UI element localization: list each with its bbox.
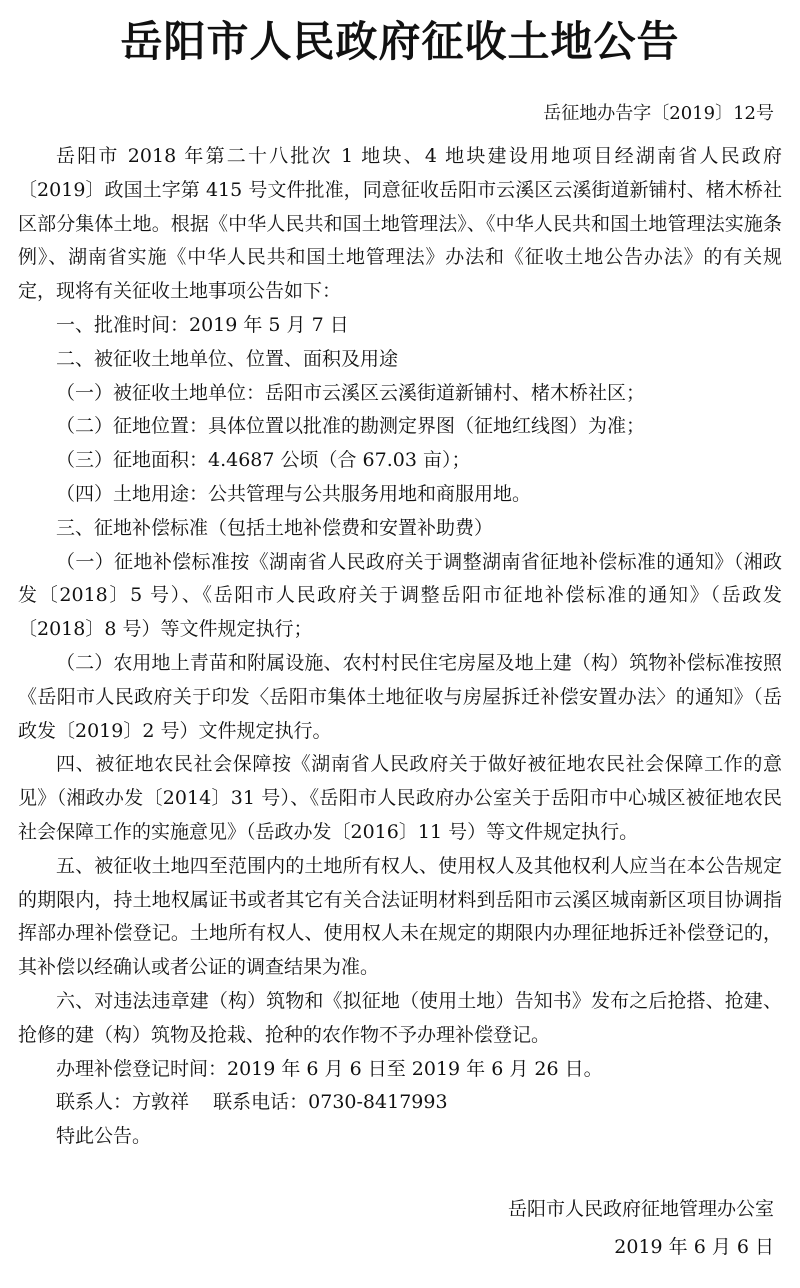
paragraph-compensation-heading: 三、征地补偿标准（包括土地补偿费和安置补助费） [56, 516, 494, 539]
issuing-office: 岳阳市人民政府征地管理办公室 [507, 1198, 774, 1220]
issue-date: 2019 年 6 月 6 日 [614, 1236, 774, 1258]
document-number: 岳征地办告字〔2019〕12号 [543, 103, 774, 124]
paragraph-compensation-standard: （一）征地补偿标准按《湖南省人民政府关于调整湖南省征地补偿标准的通知》（湘政发〔2018〕5 号）、《岳阳市人民政府关于调整岳阳市征地补偿标准的通知》（岳政发〔2018〕8 号）等文件规定执行； [18, 550, 782, 641]
document-body [18, 140, 782, 1154]
signature-block [508, 1190, 774, 1266]
paragraph-land-info-heading: 二、被征收土地单位、位置、面积及用途 [56, 347, 399, 370]
paragraph-registration: 五、被征收土地四至范围内的土地所有权人、使用权人及其他权利人应当在本公告规定的期限内，持土地权属证书或者其它有关合法证明材料到岳阳市云溪区城南新区项目协调指挥部办理补偿登记。土地所有权人、使用权人未在规定的期限内办理征地拆迁补偿登记的，其补偿以经确认或者公证的调查结果为准。 [18, 854, 782, 979]
paragraph-land-use: （四）土地用途：公共管理与公共服务用地和商服用地。 [56, 482, 532, 505]
paragraph-land-unit: （一）被征收土地单位：岳阳市云溪区云溪街道新铺村、楮木桥社区； [56, 381, 646, 404]
paragraph-contact: 联系人：方敦祥 联系电话：0730-8417993 [56, 1091, 448, 1114]
paragraph-registration-time: 办理补偿登记时间：2019 年 6 月 6 日至 2019 年 6 月 26 日。 [56, 1057, 603, 1080]
document-title: 岳阳市人民政府征收土地公告 [120, 17, 680, 66]
paragraph-approval-time: 一、批准时间：2019 年 5 月 7 日 [56, 313, 349, 336]
paragraph-closing: 特此公告。 [56, 1125, 152, 1148]
paragraph-land-location: （二）征地位置：具体位置以批准的勘测定界图（征地红线图）为准； [56, 415, 646, 438]
paragraph-crops-buildings: （二）农用地上青苗和附属设施、农村村民住宅房屋及地上建（构）筑物补偿标准按照《岳阳市人民政府关于印发〈岳阳市集体土地征收与房屋拆迁补偿安置办法〉的通知》（岳政发〔2019〕2 号）文件规定执行。 [18, 651, 782, 742]
paragraph-social-security: 四、被征地农民社会保障按《湖南省人民政府关于做好被征地农民社会保障工作的意见》（湘政办发〔2014〕31 号）、《岳阳市人民政府办公室关于岳阳市中心城区被征地农民社会保障工作的实施意见》（岳政办发〔2016〕11 号）等文件规定执行。 [18, 753, 782, 843]
paragraph-illegal-buildings: 六、对违法违章建（构）筑物和《拟征地（使用土地）告知书》发布之后抢搭、抢建、抢修的建（构）筑物及抢栽、抢种的农作物不予办理补偿登记。 [18, 989, 782, 1046]
paragraph-land-area: （三）征地面积：4.4687 公顷（合 67.03 亩）； [56, 449, 471, 472]
paragraph-intro: 岳阳市 2018 年第二十八批次 1 地块、4 地块建设用地项目经湖南省人民政府〔2019〕政国土字第 415 号文件批准，同意征收岳阳市云溪区云溪街道新铺村、楮木桥社区部分集体土地。根据《中华人民共和国土地管理法》、《中华人民共和国土地管理法实施条例》、湖南省实施《中华人民共和国土地管理法》办法和《征收土地公告办法》的有关规定，现将有关征收土地事项公告如下： [18, 145, 782, 303]
